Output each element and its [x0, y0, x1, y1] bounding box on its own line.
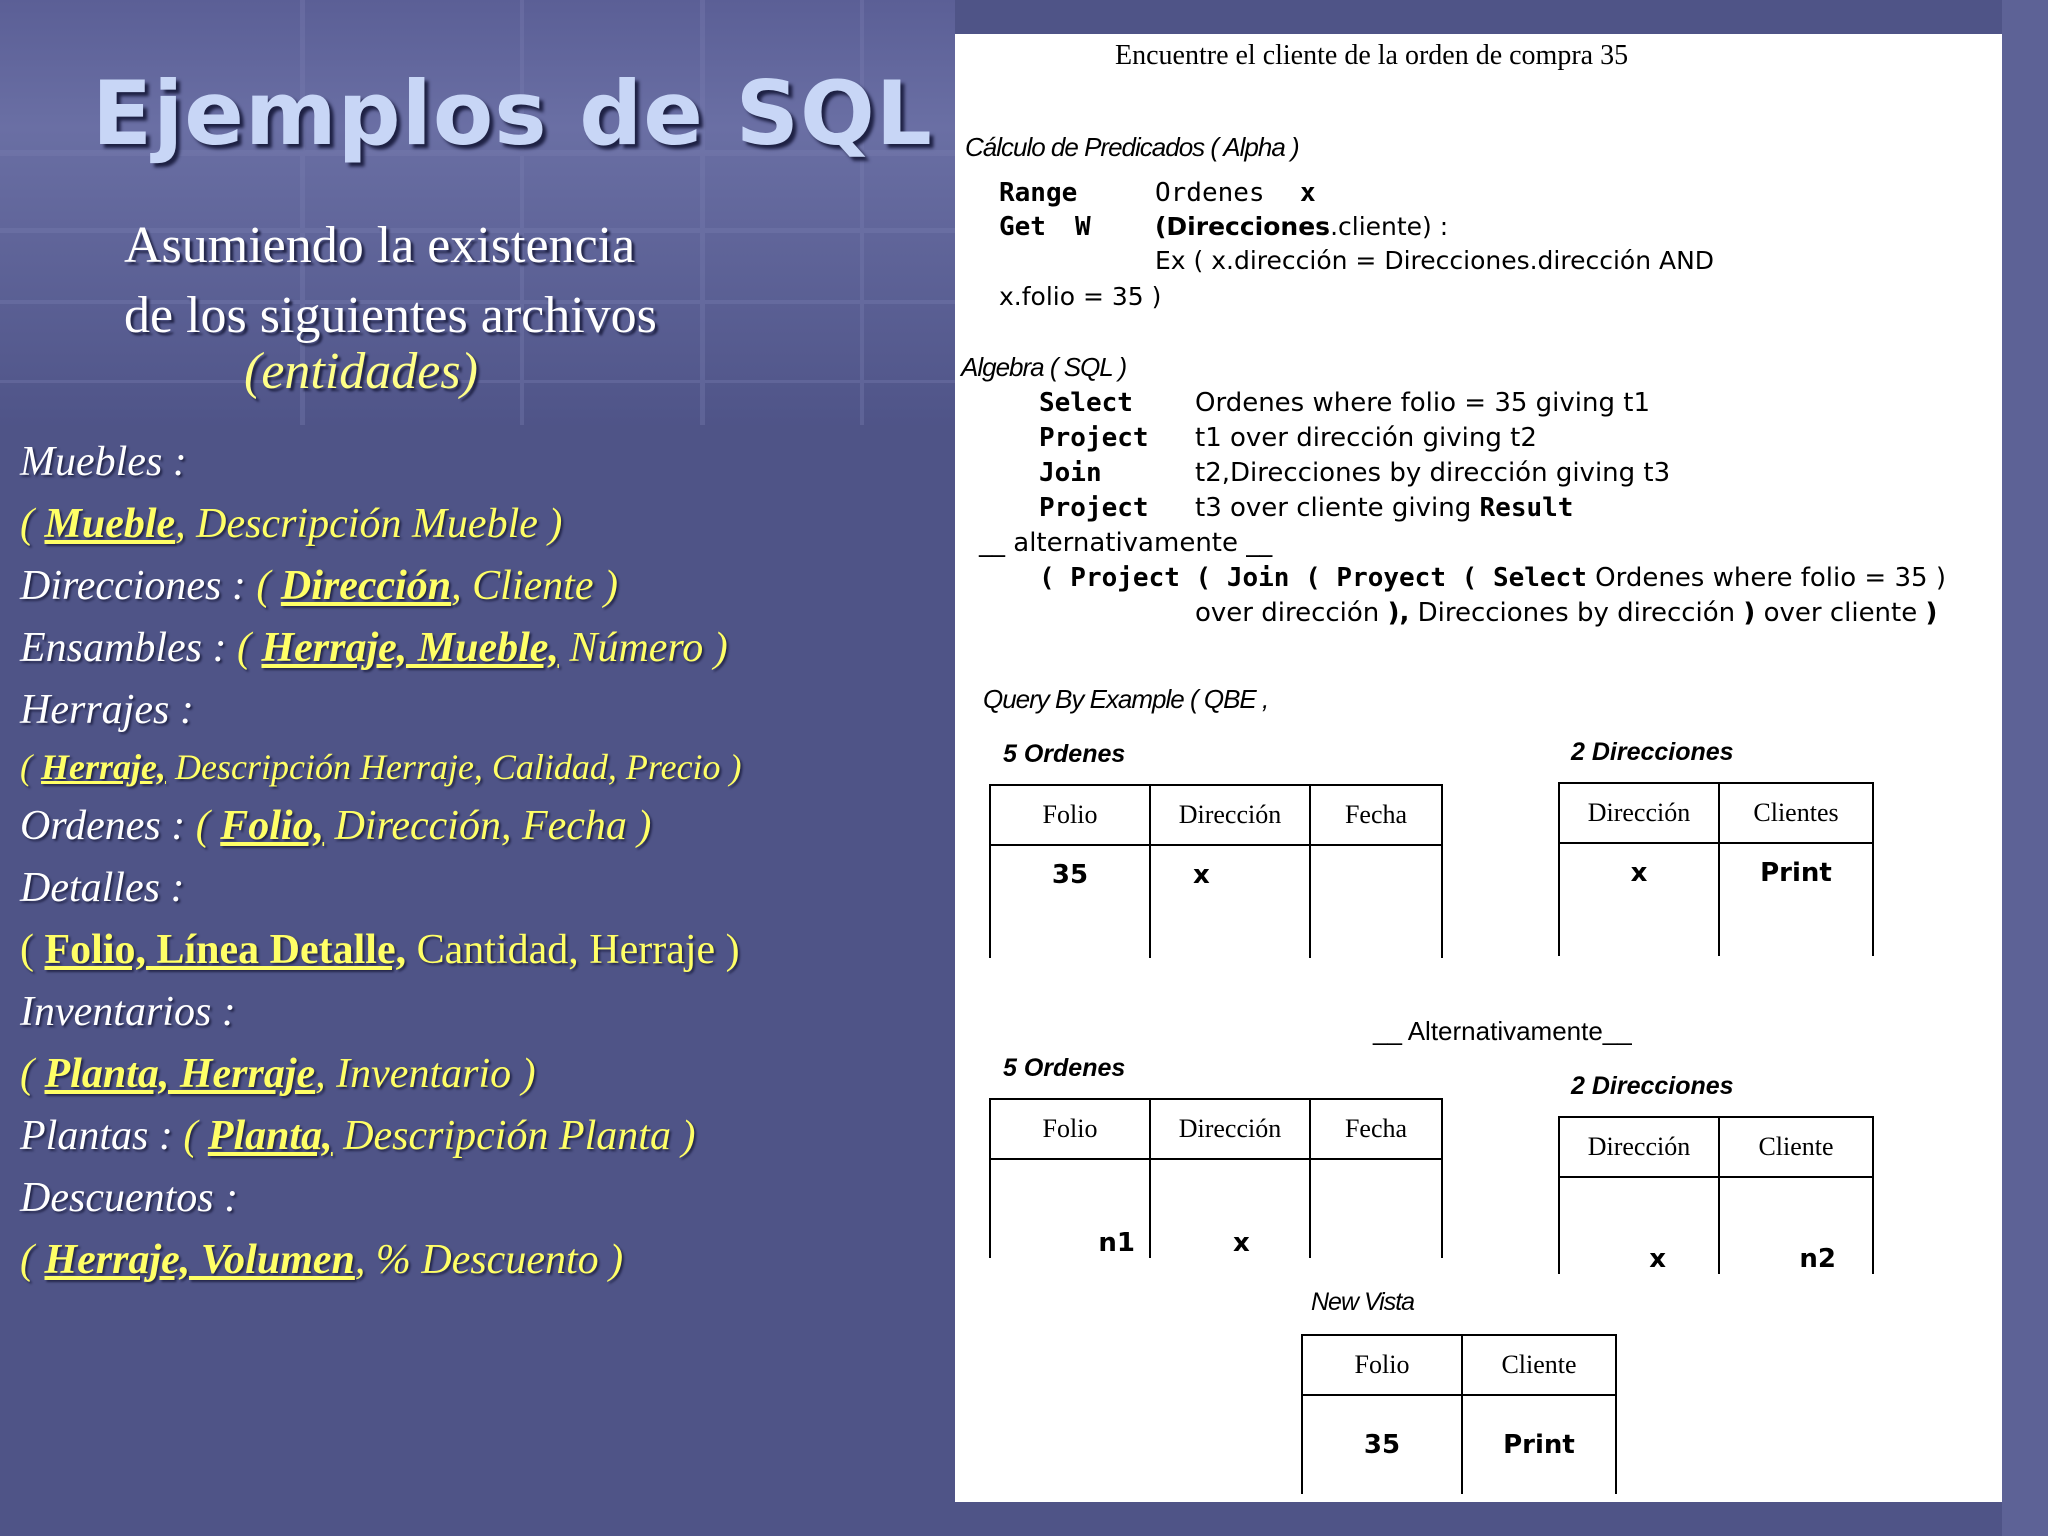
result-keyword: Result [1479, 493, 1574, 523]
entity-attrs: Descripción Herraje, Calidad, Precio ) [165, 747, 742, 787]
entity-muebles-name: Muebles : [20, 439, 187, 485]
nested-part: Direcciones by dirección [1409, 598, 1744, 628]
qbe2-ordenes-table [989, 1098, 1443, 1258]
nested-part: over cliente [1755, 598, 1926, 628]
qbe1-direcciones-cell-clientes[interactable]: Print [1719, 843, 1873, 956]
entity-key: Mueble [44, 501, 176, 547]
newvista-cell-cliente[interactable]: Print [1462, 1395, 1616, 1494]
entity-attrs: , Inventario ) [315, 1051, 536, 1097]
entity-key: Folio, [220, 803, 325, 849]
qbe2-direcciones-label: 2 Direcciones [1571, 1072, 1734, 1100]
qbe1-direcciones-header-direccion: Dirección [1559, 783, 1719, 843]
range-keyword: Range [999, 178, 1078, 208]
entity-name: Ensambles : [20, 625, 237, 671]
folio-condition: x.folio = 35 ) [999, 282, 1162, 311]
qbe1-ordenes-cell-direccion[interactable]: x [1150, 845, 1310, 958]
paren-open: ( [236, 625, 262, 671]
qbe2-direcciones-cell-direccion[interactable]: x [1559, 1177, 1719, 1274]
alternative-divider-2: __ Alternativamente__ [1373, 1016, 1632, 1046]
qbe1-direcciones-table [1558, 782, 1874, 956]
entity-key: Herraje, [41, 747, 166, 787]
paren-open: ( [20, 1237, 45, 1283]
algebra-title: Algebra ( SQL ) [961, 352, 1127, 382]
get-keyword: Get [999, 212, 1046, 242]
qbe1-direcciones-header-clientes: Clientes [1719, 783, 1873, 843]
algebra-kw-1: Select [1039, 388, 1133, 418]
qbe2-ordenes-cell-direccion[interactable]: x [1150, 1159, 1310, 1258]
exists-clause: Ex ( x.dirección = Direcciones.dirección AND [1155, 246, 1715, 275]
nested-query-line-2 [1195, 598, 1937, 628]
entity-attrs: Número ) [558, 625, 728, 671]
nested-query-line-1 [1039, 563, 1946, 593]
newvista-header-cliente: Cliente [1462, 1335, 1616, 1395]
qbe2-ordenes-header-fecha: Fecha [1310, 1099, 1442, 1159]
qbe2-direcciones-cell-cliente[interactable]: n2 [1719, 1177, 1873, 1274]
qbe2-ordenes-cell-folio[interactable]: n1 [990, 1159, 1150, 1258]
get-target-relation: (Direcciones [1155, 212, 1331, 241]
entity-inventarios-def [20, 1050, 536, 1098]
get-target [1155, 212, 1448, 241]
algebra-kw-4: Project [1039, 493, 1149, 523]
entity-attrs: , Descripción Mueble ) [175, 501, 563, 547]
range-variable: x [1300, 178, 1316, 208]
paren-open: ( [195, 803, 221, 849]
intro-line-3: (entidades) [244, 343, 478, 400]
qbe1-ordenes-header-folio: Folio [990, 785, 1150, 845]
qbe1-ordenes-header-fecha: Fecha [1310, 785, 1442, 845]
range-relation: Ordenes [1155, 178, 1265, 208]
qbe1-direcciones-cell-direccion[interactable]: x [1559, 843, 1719, 956]
entity-attrs: Cantidad, Herraje ) [406, 927, 740, 973]
entity-plantas [20, 1112, 695, 1160]
entity-descuentos-def [20, 1236, 623, 1284]
paren-open: ( [256, 563, 281, 609]
get-target-attr: .cliente) : [1330, 212, 1449, 241]
get-variable: W [1075, 212, 1091, 242]
newvista-table [1301, 1334, 1617, 1494]
intro-line-2: de los siguientes archivos [124, 287, 657, 344]
newvista-header-folio: Folio [1302, 1335, 1462, 1395]
entity-key: Herraje, Mueble, [261, 625, 559, 671]
entity-attrs: Descripción Planta ) [332, 1113, 696, 1159]
qbe1-ordenes-cell-fecha[interactable] [1310, 845, 1442, 958]
alternative-divider: __ alternativamente __ [979, 528, 1273, 558]
entity-detalles-def [20, 926, 740, 974]
paren-open: ( [20, 501, 45, 547]
qbe2-direcciones-header-cliente: Cliente [1719, 1117, 1873, 1177]
qbe1-ordenes-cell-folio[interactable]: 35 [990, 845, 1150, 958]
newvista-label: New Vista [1311, 1288, 1415, 1316]
nested-part: ) [1925, 598, 1938, 628]
nested-select-args: Ordenes where folio = 35 ) [1586, 563, 1946, 593]
calculus-title: Cálculo de Predicados ( Alpha ) [965, 132, 1299, 162]
algebra-kw-3: Join [1039, 458, 1102, 488]
qbe2-ordenes-label: 5 Ordenes [1003, 1054, 1126, 1082]
qbe2-ordenes-cell-fecha[interactable] [1310, 1159, 1442, 1258]
nested-keywords: ( Project ( Join ( Proyect ( Select [1039, 563, 1587, 593]
entity-herrajes-def [20, 746, 742, 788]
algebra-text-4 [1195, 493, 1573, 523]
paren-open: ( [20, 927, 45, 973]
entity-attrs: Dirección, Fecha ) [324, 803, 652, 849]
entity-name: Plantas : [20, 1113, 184, 1159]
qbe2-ordenes-header-direccion: Dirección [1150, 1099, 1310, 1159]
qbe1-direcciones-label: 2 Direcciones [1571, 738, 1734, 766]
entity-ensambles [20, 624, 728, 672]
qbe1-ordenes-table [989, 784, 1443, 958]
qbe2-ordenes-header-folio: Folio [990, 1099, 1150, 1159]
entity-herrajes-name: Herrajes : [20, 687, 194, 733]
algebra-text-2: t1 over dirección giving t2 [1195, 423, 1537, 453]
qbe1-ordenes-label: 5 Ordenes [1003, 740, 1126, 768]
nested-part: ), [1387, 598, 1410, 628]
entity-key: Dirección [280, 563, 452, 609]
qbe-title: Query By Example ( QBE , [983, 684, 1269, 714]
entity-descuentos-name: Descuentos : [20, 1175, 239, 1221]
paren-open: ( [20, 747, 41, 787]
panel-heading: Encuentre el cliente de la orden de compra 35 [1115, 40, 1629, 71]
entity-key: Planta, [207, 1113, 333, 1159]
slide-title: Ejemplos de SQL [92, 62, 933, 165]
qbe1-ordenes-header-direccion: Dirección [1150, 785, 1310, 845]
entity-muebles-def [20, 500, 562, 548]
entity-detalles-name: Detalles : [20, 865, 185, 911]
entity-name: Ordenes : [20, 803, 196, 849]
entity-key: Herraje, Volumen [44, 1237, 355, 1283]
entity-attrs: , % Descuento ) [354, 1237, 624, 1283]
algebra-text-4-body: t3 over cliente giving [1195, 493, 1480, 523]
algebra-text-1: Ordenes where folio = 35 giving t1 [1195, 388, 1650, 418]
entity-inventarios-name: Inventarios : [20, 989, 236, 1035]
query-examples-panel [955, 34, 2002, 1502]
algebra-text-3: t2,Direcciones by dirección giving t3 [1195, 458, 1671, 488]
intro-line-1: Asumiendo la existencia [124, 217, 636, 274]
paren-open: ( [183, 1113, 208, 1159]
entity-ordenes [20, 802, 651, 850]
entity-direcciones [20, 562, 618, 610]
paren-open: ( [20, 1051, 45, 1097]
qbe2-direcciones-header-direccion: Dirección [1559, 1117, 1719, 1177]
entity-key: Folio, Línea Detalle, [44, 927, 407, 973]
entity-key: Planta, Herraje [44, 1051, 316, 1097]
entity-attrs: , Cliente ) [451, 563, 618, 609]
nested-part: over dirección [1195, 598, 1388, 628]
entity-name: Direcciones : [20, 563, 257, 609]
newvista-cell-folio[interactable]: 35 [1302, 1395, 1462, 1494]
nested-part: ) [1743, 598, 1756, 628]
qbe2-direcciones-table [1558, 1116, 1874, 1274]
algebra-kw-2: Project [1039, 423, 1149, 453]
